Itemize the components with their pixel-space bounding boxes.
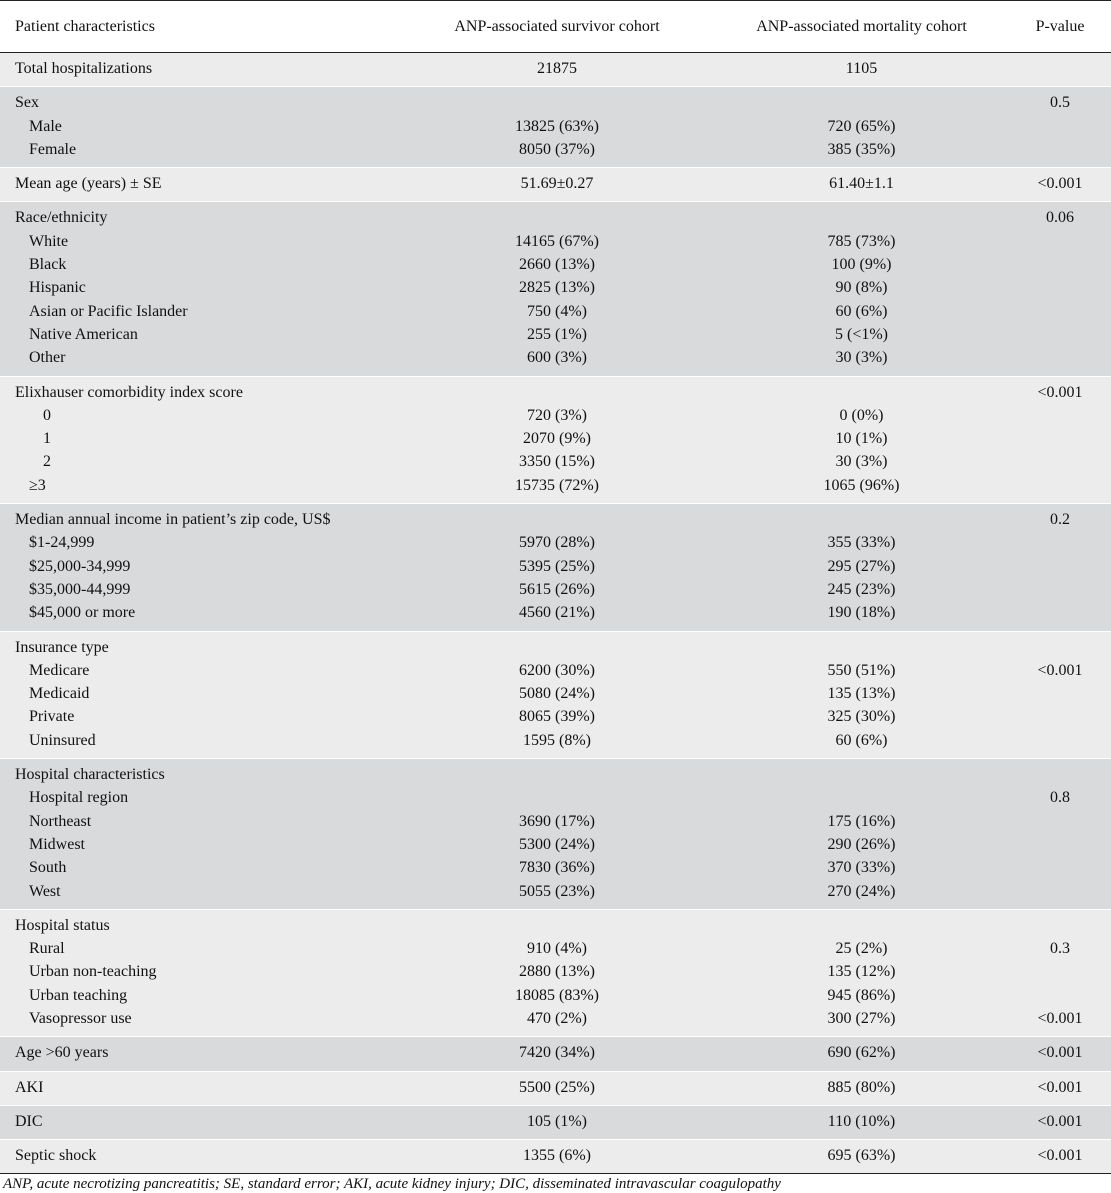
cell-survivor xyxy=(400,1105,714,1139)
cell-survivor xyxy=(400,631,714,758)
cell-mortality-line: 295 (27%) xyxy=(827,557,896,575)
cell-characteristic-line: 0 xyxy=(43,406,51,424)
cell-characteristic-line: Urban teaching xyxy=(29,986,128,1004)
cell-p-value-line xyxy=(1009,705,1111,728)
cell-characteristic-line: Female xyxy=(29,140,77,158)
cell-characteristic-line: Vasopressor use xyxy=(29,1009,132,1027)
cell-p-value-line: <0.001 xyxy=(1037,175,1083,193)
cell-mortality xyxy=(714,1140,1009,1174)
cell-survivor-line: 21875 xyxy=(537,60,577,77)
cell-mortality-line xyxy=(714,786,1009,809)
cell-survivor-line xyxy=(400,508,714,531)
cell-mortality xyxy=(714,87,1009,168)
cell-p-value-line: <0.001 xyxy=(1037,383,1083,401)
cell-survivor-line: 5615 (26%) xyxy=(519,580,595,598)
cell-survivor-line: 7420 (34%) xyxy=(519,1044,595,1062)
cell-mortality xyxy=(714,1105,1009,1139)
cell-characteristic-line: DIC xyxy=(15,1112,43,1130)
cell-mortality-line: 945 (86%) xyxy=(827,986,896,1004)
cell-survivor-line: 255 (1%) xyxy=(527,325,587,343)
cell-p-value-line xyxy=(1009,682,1111,705)
cell-p-value xyxy=(1009,759,1111,910)
cell-mortality xyxy=(714,376,1009,503)
cell-p-value-line xyxy=(1009,323,1111,346)
cell-mortality-line: 10 (1%) xyxy=(835,430,888,448)
cell-p-value-line xyxy=(1009,729,1111,752)
cell-survivor-line: 470 (2%) xyxy=(527,1009,587,1027)
cell-p-value-line xyxy=(1009,404,1111,427)
table-body xyxy=(0,53,1111,1174)
cell-mortality-line xyxy=(714,508,1009,531)
cell-survivor-line: 7830 (36%) xyxy=(519,859,595,877)
cell-characteristic-line: Asian or Pacific Islander xyxy=(29,302,188,320)
cell-mortality-line: 60 (6%) xyxy=(835,302,888,320)
cell-characteristic-line: AKI xyxy=(15,1078,44,1096)
cell-p-value xyxy=(1009,504,1111,631)
cell-p-value-line: 0.06 xyxy=(1046,209,1074,227)
cell-survivor-line: 2070 (9%) xyxy=(523,430,591,448)
cell-characteristic-line: Race/ethnicity xyxy=(15,209,108,227)
cell-survivor-line: 1355 (6%) xyxy=(523,1147,591,1165)
cell-survivor xyxy=(400,168,714,202)
cell-p-value-line xyxy=(1009,115,1111,138)
cell-survivor-line: 5970 (28%) xyxy=(519,534,595,552)
cell-characteristic-line: Private xyxy=(29,708,75,726)
cell-mortality-line: 695 (63%) xyxy=(827,1147,896,1165)
cell-mortality-line xyxy=(714,763,1009,786)
table-row xyxy=(0,759,1111,910)
cell-survivor xyxy=(400,87,714,168)
cell-survivor-line: 18085 (83%) xyxy=(515,986,599,1004)
cell-characteristic-line: $25,000-34,999 xyxy=(29,557,131,575)
cell-p-value-line: <0.001 xyxy=(1037,1009,1083,1027)
cell-p-value-line xyxy=(1009,427,1111,450)
cell-survivor-line: 5080 (24%) xyxy=(519,685,595,703)
cell-p-value xyxy=(1009,168,1111,202)
table-row xyxy=(0,53,1111,87)
cell-p-value-line: <0.001 xyxy=(1037,1044,1083,1062)
cell-survivor-line: 600 (3%) xyxy=(527,349,587,367)
table-footnote: ANP, acute necrotizing pancreatitis; SE, standard error; AKI, acute kidney injury; DIC, disseminated intravascular coagulopathy xyxy=(3,1176,781,1193)
cell-p-value-line xyxy=(1009,57,1111,80)
cell-survivor-line: 5500 (25%) xyxy=(519,1078,595,1096)
cell-p-value-line xyxy=(1009,636,1111,659)
cell-characteristic-line: West xyxy=(29,882,61,900)
table-row xyxy=(0,376,1111,503)
cell-mortality-line: 550 (51%) xyxy=(827,661,896,679)
cell-p-value xyxy=(1009,1140,1111,1174)
cell-survivor-line: 3690 (17%) xyxy=(519,812,595,830)
cell-characteristic-line: Rural xyxy=(29,940,65,958)
cell-survivor-line xyxy=(400,914,714,937)
cell-characteristic-line: Hospital region xyxy=(29,789,129,807)
cell-survivor-line: 1595 (8%) xyxy=(523,731,591,749)
cell-survivor xyxy=(400,202,714,376)
cell-p-value-line: <0.001 xyxy=(1037,1078,1083,1096)
cell-mortality-line: 5 (<1%) xyxy=(834,325,888,343)
cell-characteristic xyxy=(0,759,400,910)
cell-p-value-line xyxy=(1009,474,1111,497)
cell-p-value-line xyxy=(1009,346,1111,369)
cell-characteristic xyxy=(0,168,400,202)
cell-mortality-line: 1105 xyxy=(845,60,878,77)
cell-characteristic xyxy=(0,376,400,503)
cell-p-value xyxy=(1009,376,1111,503)
cell-characteristic-line: Male xyxy=(29,117,62,135)
cell-p-value-line xyxy=(1009,880,1111,903)
cell-characteristic-line: Medicaid xyxy=(29,685,90,703)
cell-characteristic-line: Median annual income in patient’s zip code, US$ xyxy=(15,511,331,529)
cell-characteristic-line: White xyxy=(29,232,69,250)
cell-mortality xyxy=(714,168,1009,202)
cell-characteristic-line: $45,000 or more xyxy=(29,604,136,622)
cell-mortality-line: 30 (3%) xyxy=(835,453,888,471)
table-row xyxy=(0,168,1111,202)
header-p-value: P-value xyxy=(1009,1,1111,53)
cell-survivor-line: 6200 (30%) xyxy=(519,661,595,679)
header-row xyxy=(0,1,1111,53)
cell-characteristic-line: 2 xyxy=(43,453,51,471)
cell-characteristic-line: Midwest xyxy=(29,835,85,853)
cell-survivor xyxy=(400,1071,714,1105)
cell-survivor-line: 910 (4%) xyxy=(527,940,587,958)
cell-mortality-line xyxy=(714,381,1009,404)
cell-mortality xyxy=(714,504,1009,631)
cell-mortality-line xyxy=(714,914,1009,937)
cell-survivor-line: 5395 (25%) xyxy=(519,557,595,575)
cell-mortality-line: 25 (2%) xyxy=(835,940,888,958)
cell-mortality-line: 270 (24%) xyxy=(827,882,896,900)
cell-survivor-line: 5055 (23%) xyxy=(519,882,595,900)
cell-characteristic-line: Uninsured xyxy=(29,731,96,749)
cell-p-value-line: 0.8 xyxy=(1050,789,1070,807)
cell-survivor xyxy=(400,376,714,503)
cell-characteristic-line: Hospital status xyxy=(15,916,110,934)
cell-p-value-line xyxy=(1009,230,1111,253)
table-row xyxy=(0,202,1111,376)
cell-p-value-line xyxy=(1009,300,1111,323)
cell-mortality-line: 90 (8%) xyxy=(835,279,888,297)
cell-survivor-line: 2880 (13%) xyxy=(519,963,595,981)
cell-p-value-line xyxy=(1009,601,1111,624)
cell-mortality-line: 30 (3%) xyxy=(835,349,888,367)
cell-characteristic xyxy=(0,1037,400,1071)
cell-characteristic-line: Other xyxy=(29,349,66,367)
cell-mortality-line: 370 (33%) xyxy=(827,859,896,877)
cell-mortality-line xyxy=(714,91,1009,114)
cell-mortality xyxy=(714,1037,1009,1071)
table-row xyxy=(0,909,1111,1036)
cell-survivor-line: 2660 (13%) xyxy=(519,256,595,274)
cell-p-value-line xyxy=(1009,531,1111,554)
cell-p-value-line xyxy=(1009,555,1111,578)
cell-survivor xyxy=(400,759,714,910)
cell-characteristic-line: Total hospitalizations xyxy=(15,60,153,77)
cell-survivor-line: 13825 (63%) xyxy=(515,117,599,135)
cell-survivor-line: 105 (1%) xyxy=(527,1112,587,1130)
cell-p-value-line xyxy=(1009,578,1111,601)
cell-p-value xyxy=(1009,1105,1111,1139)
cell-survivor-line xyxy=(400,91,714,114)
cell-survivor xyxy=(400,1140,714,1174)
header-survivor-cohort: ANP-associated survivor cohort xyxy=(400,1,714,53)
cell-p-value-line xyxy=(1009,856,1111,879)
cell-characteristic-line: Native American xyxy=(29,325,138,343)
table-row xyxy=(0,87,1111,168)
cell-mortality-line: 175 (16%) xyxy=(827,812,896,830)
cell-characteristic-line: Black xyxy=(29,256,67,274)
cell-mortality-line: 245 (23%) xyxy=(827,580,896,598)
cell-mortality-line: 100 (9%) xyxy=(831,256,892,274)
cell-characteristic-line: Elixhauser comorbidity index score xyxy=(15,383,243,401)
cell-survivor-line: 8050 (37%) xyxy=(519,140,595,158)
cell-characteristic xyxy=(0,1140,400,1174)
cell-characteristic xyxy=(0,87,400,168)
cell-mortality-line: 135 (13%) xyxy=(827,685,896,703)
cell-survivor-line: 750 (4%) xyxy=(527,302,587,320)
cell-p-value-line: 0.2 xyxy=(1050,511,1070,529)
cell-mortality-line: 61.40±1.1 xyxy=(829,175,894,193)
table-row xyxy=(0,1105,1111,1139)
cell-p-value-line: <0.001 xyxy=(1037,1147,1083,1165)
cell-characteristic-line: 1 xyxy=(43,430,51,448)
cell-survivor-line: 15735 (72%) xyxy=(515,476,599,494)
cell-characteristic-line: Medicare xyxy=(29,661,90,679)
cell-p-value-line xyxy=(1009,914,1111,937)
cell-p-value xyxy=(1009,909,1111,1036)
cell-survivor xyxy=(400,909,714,1036)
cell-survivor-line xyxy=(400,381,714,404)
cell-p-value-line: 0.5 xyxy=(1050,94,1070,112)
cell-survivor-line: 5300 (24%) xyxy=(519,835,595,853)
header-mortality-cohort: ANP-associated mortality cohort xyxy=(714,1,1009,53)
cell-mortality-line: 290 (26%) xyxy=(827,835,896,853)
cell-p-value-line xyxy=(1009,763,1111,786)
cell-characteristic-line: South xyxy=(29,859,67,877)
cell-survivor-line xyxy=(400,206,714,229)
cell-survivor xyxy=(400,504,714,631)
cell-mortality-line: 0 (0%) xyxy=(839,406,884,424)
cell-p-value-line xyxy=(1009,960,1111,983)
cell-survivor-line xyxy=(400,763,714,786)
cell-characteristic-line: Hospital characteristics xyxy=(15,766,165,784)
cell-characteristic-line: Hispanic xyxy=(29,279,86,297)
cell-characteristic-line: Urban non-teaching xyxy=(29,963,157,981)
cell-mortality-line: 135 (12%) xyxy=(827,963,896,981)
cell-survivor xyxy=(400,1037,714,1071)
cell-characteristic xyxy=(0,909,400,1036)
cell-survivor-line: 4560 (21%) xyxy=(519,604,595,622)
cell-survivor-line: 51.69±0.27 xyxy=(520,175,594,193)
table-header xyxy=(0,1,1111,53)
cell-p-value-line xyxy=(1009,253,1111,276)
cell-characteristic xyxy=(0,1071,400,1105)
header-patient-characteristics: Patient characteristics xyxy=(0,1,400,53)
cell-survivor-line: 2825 (13%) xyxy=(519,279,595,297)
cell-survivor xyxy=(400,53,714,87)
cell-mortality-line xyxy=(714,636,1009,659)
cell-characteristic-line: Age >60 years xyxy=(15,1044,109,1062)
table-row xyxy=(0,504,1111,631)
cell-survivor-line xyxy=(400,636,714,659)
cell-characteristic-line: Septic shock xyxy=(15,1147,97,1165)
cell-survivor-line xyxy=(400,786,714,809)
cell-mortality-line: 355 (33%) xyxy=(827,534,896,552)
cell-characteristic-line: Insurance type xyxy=(15,638,109,656)
cell-characteristic-line: Northeast xyxy=(29,812,92,830)
cell-characteristic-line: ≥3 xyxy=(29,476,46,494)
cell-mortality-line: 1065 (96%) xyxy=(823,476,900,494)
cell-survivor-line: 720 (3%) xyxy=(527,406,587,424)
cell-mortality-line: 690 (62%) xyxy=(827,1044,896,1062)
cell-mortality-line xyxy=(714,206,1009,229)
cell-mortality xyxy=(714,909,1009,1036)
cell-p-value-line xyxy=(1009,833,1111,856)
cell-mortality-line: 885 (80%) xyxy=(827,1078,896,1096)
table-row xyxy=(0,631,1111,758)
table-row xyxy=(0,1071,1111,1105)
cell-characteristic xyxy=(0,631,400,758)
cell-characteristic xyxy=(0,1105,400,1139)
cell-p-value xyxy=(1009,87,1111,168)
cell-mortality-line: 190 (18%) xyxy=(827,604,896,622)
cell-mortality xyxy=(714,53,1009,87)
cell-p-value-line xyxy=(1009,138,1111,161)
cell-p-value-line: <0.001 xyxy=(1037,661,1083,679)
cell-p-value xyxy=(1009,53,1111,87)
cell-mortality-line: 300 (27%) xyxy=(827,1009,896,1027)
cell-mortality-line: 385 (35%) xyxy=(827,140,896,158)
cell-p-value-line xyxy=(1009,810,1111,833)
cell-survivor-line: 14165 (67%) xyxy=(515,232,599,250)
cell-mortality-line: 720 (65%) xyxy=(827,117,896,135)
cell-p-value-line xyxy=(1009,450,1111,473)
cell-mortality xyxy=(714,202,1009,376)
cell-p-value-line xyxy=(1009,984,1111,1007)
cell-p-value-line: <0.001 xyxy=(1037,1112,1083,1130)
cell-characteristic-line: Sex xyxy=(15,94,39,112)
cell-survivor-line: 3350 (15%) xyxy=(519,453,595,471)
cell-p-value xyxy=(1009,202,1111,376)
cell-mortality-line: 785 (73%) xyxy=(827,232,896,250)
table-row xyxy=(0,1140,1111,1174)
cell-survivor-line: 8065 (39%) xyxy=(519,708,595,726)
cell-mortality-line: 110 (10%) xyxy=(827,1112,896,1130)
cell-mortality-line: 325 (30%) xyxy=(827,708,896,726)
cell-characteristic xyxy=(0,504,400,631)
cell-p-value xyxy=(1009,631,1111,758)
cell-characteristic xyxy=(0,53,400,87)
cell-characteristic-line: $35,000-44,999 xyxy=(29,580,131,598)
cell-p-value-line xyxy=(1009,276,1111,299)
cell-p-value-line: 0.3 xyxy=(1050,940,1070,958)
cell-mortality xyxy=(714,759,1009,910)
cell-characteristic-line: $1-24,999 xyxy=(29,534,95,552)
table-row xyxy=(0,1037,1111,1071)
cell-p-value xyxy=(1009,1037,1111,1071)
cell-mortality xyxy=(714,1071,1009,1105)
cell-characteristic xyxy=(0,202,400,376)
cell-mortality xyxy=(714,631,1009,758)
cell-p-value xyxy=(1009,1071,1111,1105)
cell-mortality-line: 60 (6%) xyxy=(835,731,888,749)
cell-characteristic-line: Mean age (years) ± SE xyxy=(15,175,162,193)
